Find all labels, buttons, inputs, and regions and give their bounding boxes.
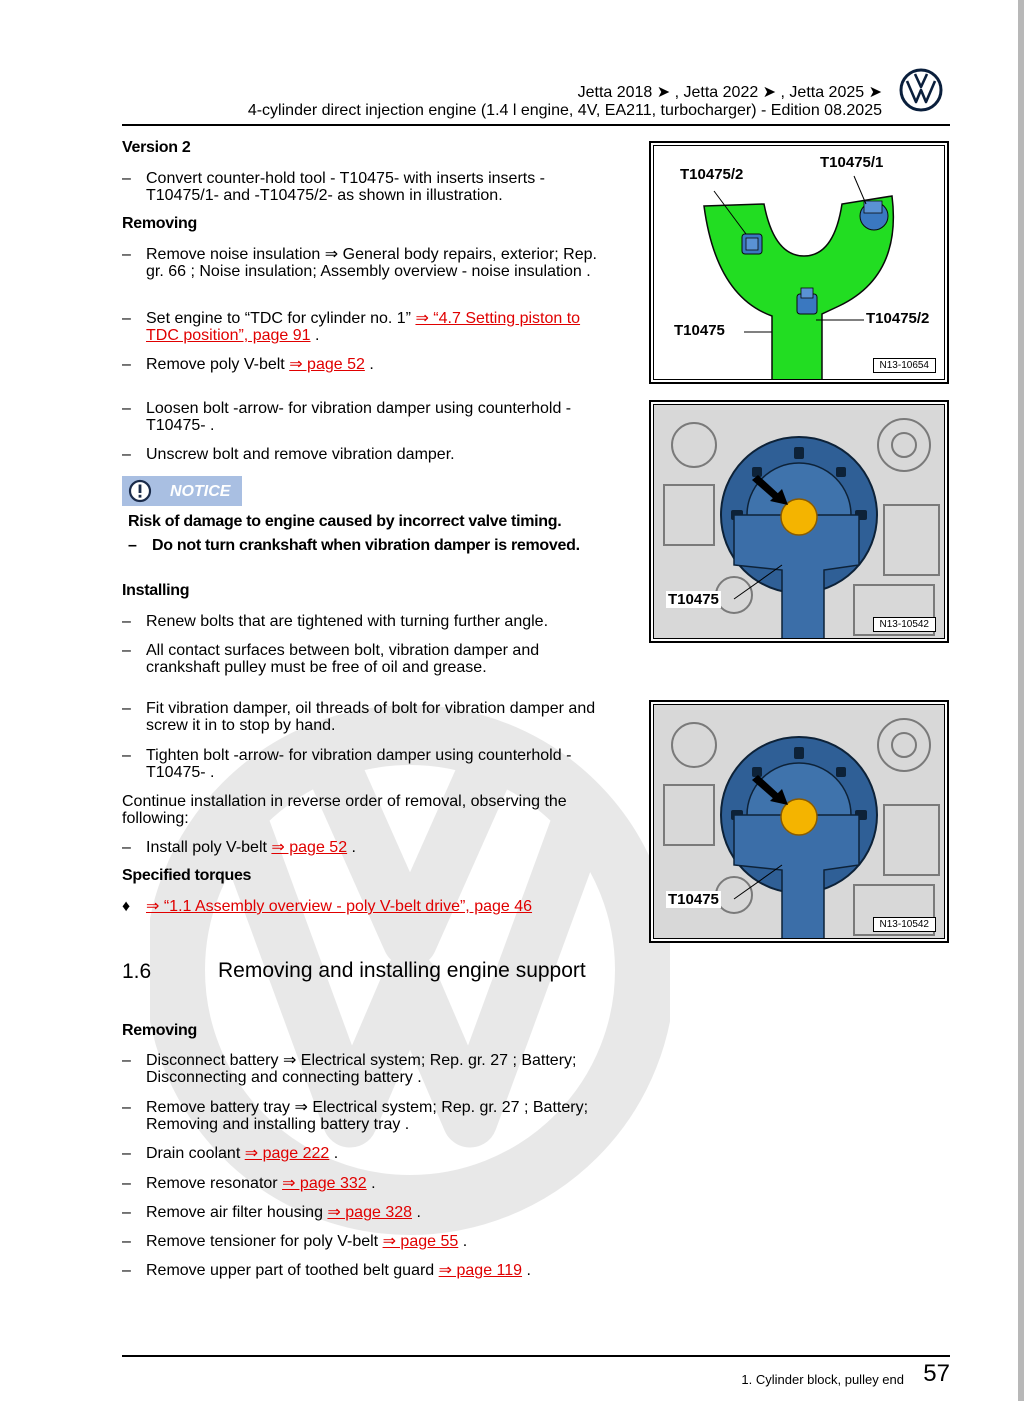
item-text: Remove noise insulation ⇒ General body repairs, exterior; Rep. gr. 66 ; Noise insulation; Assembly overview - noise insulation . <box>146 246 597 280</box>
item-prefix: Drain coolant <box>146 1145 245 1162</box>
item-suffix: . <box>522 1262 531 1279</box>
page-number: 57 <box>923 1360 950 1387</box>
list-dash: – <box>122 613 131 630</box>
page-328-link[interactable]: ⇒ page 328 <box>327 1204 413 1221</box>
notice-instruction: Do not turn crankshaft when vibration damper is removed. <box>152 537 580 554</box>
section-item <box>122 1204 612 1221</box>
version-heading: Version 2 <box>122 139 191 156</box>
notice-badge <box>122 476 242 506</box>
install-belt-item <box>122 839 612 856</box>
section-item <box>122 1175 612 1192</box>
figure-frame <box>653 145 945 380</box>
item-text: Loosen bolt -arrow- for vibration damper using counterhold -T10475- . <box>146 400 572 434</box>
footer-chapter: 1. Cylinder block, pulley end <box>741 1372 904 1387</box>
item-text: Renew bolts that are tightened with turning further angle. <box>146 613 549 630</box>
torque-link <box>146 898 612 915</box>
list-dash: – <box>122 170 131 187</box>
item-suffix: . <box>347 839 356 856</box>
list-dash: – <box>122 700 131 717</box>
installing-item <box>122 747 612 781</box>
list-dash: – <box>122 310 131 327</box>
page-52-link[interactable]: ⇒ page 52 <box>271 839 348 856</box>
list-dash: – <box>122 747 131 764</box>
item-prefix: Remove air filter housing <box>146 1204 328 1221</box>
item-text: Tighten bolt -arrow- for vibration damper using counterhold -T10475- . <box>146 747 572 781</box>
page-55-link[interactable]: ⇒ page 55 <box>382 1233 459 1250</box>
section-removing-heading: Removing <box>122 1022 197 1039</box>
notice-label: NOTICE <box>170 483 231 500</box>
page-edge <box>1018 0 1024 1401</box>
removing-item <box>122 246 612 280</box>
tdc-link[interactable]: ⇒ “4.7 Setting piston to TDC position”, page 91 <box>146 310 581 344</box>
list-dash: – <box>122 642 131 659</box>
installing-item <box>122 613 612 630</box>
removing-item <box>122 310 612 344</box>
item-suffix: . <box>366 1175 376 1192</box>
section-item <box>122 1099 612 1133</box>
item-text <box>146 839 612 856</box>
installing-heading: Installing <box>122 582 190 599</box>
header-models: Jetta 2018 ➤ , Jetta 2022 ➤ , Jetta 2025 ➤ <box>577 84 882 101</box>
item-prefix: Remove upper part of toothed belt guard <box>146 1262 439 1279</box>
list-dash: – <box>122 1204 131 1221</box>
assembly-overview-link[interactable]: ⇒ “1.1 Assembly overview - poly V-belt drive”, page 46 <box>146 898 533 915</box>
figure-ref: N13-10542 <box>873 617 936 632</box>
list-dash: – <box>122 356 131 373</box>
installing-item <box>122 642 612 676</box>
header-subtitle: 4-cylinder direct injection engine (1.4 l engine, 4V, EA211, turbocharger) - Edition 08.2025 <box>247 102 882 119</box>
tool-label-insert-1: T10475/1 <box>820 154 884 171</box>
list-dash: – <box>122 1175 131 1192</box>
figure-ref: N13-10654 <box>873 358 936 373</box>
removing-heading: Removing <box>122 215 197 232</box>
item-text <box>146 356 612 373</box>
section-item <box>122 1145 612 1162</box>
vw-logo-icon <box>899 68 943 112</box>
tool-label-insert-2: T10475/2 <box>680 166 744 183</box>
item-prefix: Remove poly V-belt <box>146 356 290 373</box>
item-text: Disconnect battery ⇒ Electrical system; Rep. gr. 27 ; Battery; Disconnecting and connecting battery . <box>146 1052 577 1086</box>
item-text: All contact surfaces between bolt, vibration damper and crankshaft pulley must be free of oil and grease. <box>146 642 540 676</box>
bullet-icon: ♦ <box>122 898 131 915</box>
item-text <box>146 310 612 344</box>
item-text: Fit vibration damper, oil threads of bolt for vibration damper and screw it in to stop by hand. <box>146 700 596 734</box>
item-suffix: . <box>458 1233 468 1250</box>
item-text: Unscrew bolt and remove vibration damper. <box>146 446 455 463</box>
installing-item <box>122 700 612 734</box>
removing-item <box>122 400 612 434</box>
page-332-link[interactable]: ⇒ page 332 <box>282 1175 367 1192</box>
item-text <box>146 1204 612 1221</box>
notice-dash: – <box>128 537 137 554</box>
item-text <box>146 1145 612 1162</box>
list-dash: – <box>122 400 131 417</box>
version-item <box>122 170 612 204</box>
item-suffix: . <box>329 1145 339 1162</box>
item-prefix: Install poly V-belt <box>146 839 272 856</box>
page-119-link[interactable]: ⇒ page 119 <box>438 1262 523 1279</box>
item-text: Convert counter-hold tool - T10475- with inserts inserts -T10475/1- and -T10475/2- as shown in illustration. <box>146 170 545 204</box>
exclamation-icon <box>128 479 152 503</box>
continue-text: Continue installation in reverse order of removal, observing the following: <box>122 793 567 827</box>
item-text <box>146 1175 612 1192</box>
tool-label-main: T10475 <box>674 322 725 339</box>
section-number: 1.6 <box>122 960 152 983</box>
figure-counterhold-tool <box>649 141 949 384</box>
figure-removing-damper <box>649 400 949 643</box>
list-dash: – <box>122 246 131 263</box>
item-prefix: Remove resonator <box>146 1175 283 1192</box>
section-item <box>122 1262 612 1279</box>
item-prefix: Set engine to “TDC for cylinder no. 1” <box>146 310 416 327</box>
removing-item <box>122 446 612 463</box>
figure-frame <box>653 404 945 639</box>
section-item <box>122 1233 612 1250</box>
list-dash: – <box>122 1145 131 1162</box>
notice-risk: Risk of damage to engine caused by incorrect valve timing. <box>128 513 562 530</box>
section-item <box>122 1052 612 1086</box>
footer-rule <box>122 1355 950 1357</box>
removing-item <box>122 356 612 373</box>
item-suffix: . <box>310 327 320 344</box>
torque-item <box>122 898 612 915</box>
item-prefix: Remove tensioner for poly V-belt <box>146 1233 383 1250</box>
list-dash: – <box>122 1233 131 1250</box>
tool-label-main: T10475 <box>668 591 719 608</box>
item-suffix: . <box>364 356 374 373</box>
item-text <box>146 1262 612 1279</box>
header-rule <box>122 124 950 126</box>
figure-ref: N13-10542 <box>873 917 936 932</box>
list-dash: – <box>122 839 131 856</box>
torques-heading: Specified torques <box>122 867 252 884</box>
tool-label-insert-2-lower: T10475/2 <box>866 310 930 327</box>
section-title: Removing and installing engine support <box>218 959 586 982</box>
item-text <box>146 1233 612 1250</box>
item-suffix: . <box>412 1204 421 1221</box>
figure-tightening-damper <box>649 700 949 943</box>
list-dash: – <box>122 1052 131 1069</box>
list-dash: – <box>122 446 131 463</box>
list-dash: – <box>122 1099 131 1116</box>
figure-frame <box>653 704 945 939</box>
item-text: Remove battery tray ⇒ Electrical system; Rep. gr. 27 ; Battery; Removing and installing battery tray . <box>146 1099 589 1133</box>
tool-label-main: T10475 <box>668 891 719 908</box>
list-dash: – <box>122 1262 131 1279</box>
page-52-link[interactable]: ⇒ page 52 <box>289 356 365 373</box>
page-222-link[interactable]: ⇒ page 222 <box>244 1145 330 1162</box>
